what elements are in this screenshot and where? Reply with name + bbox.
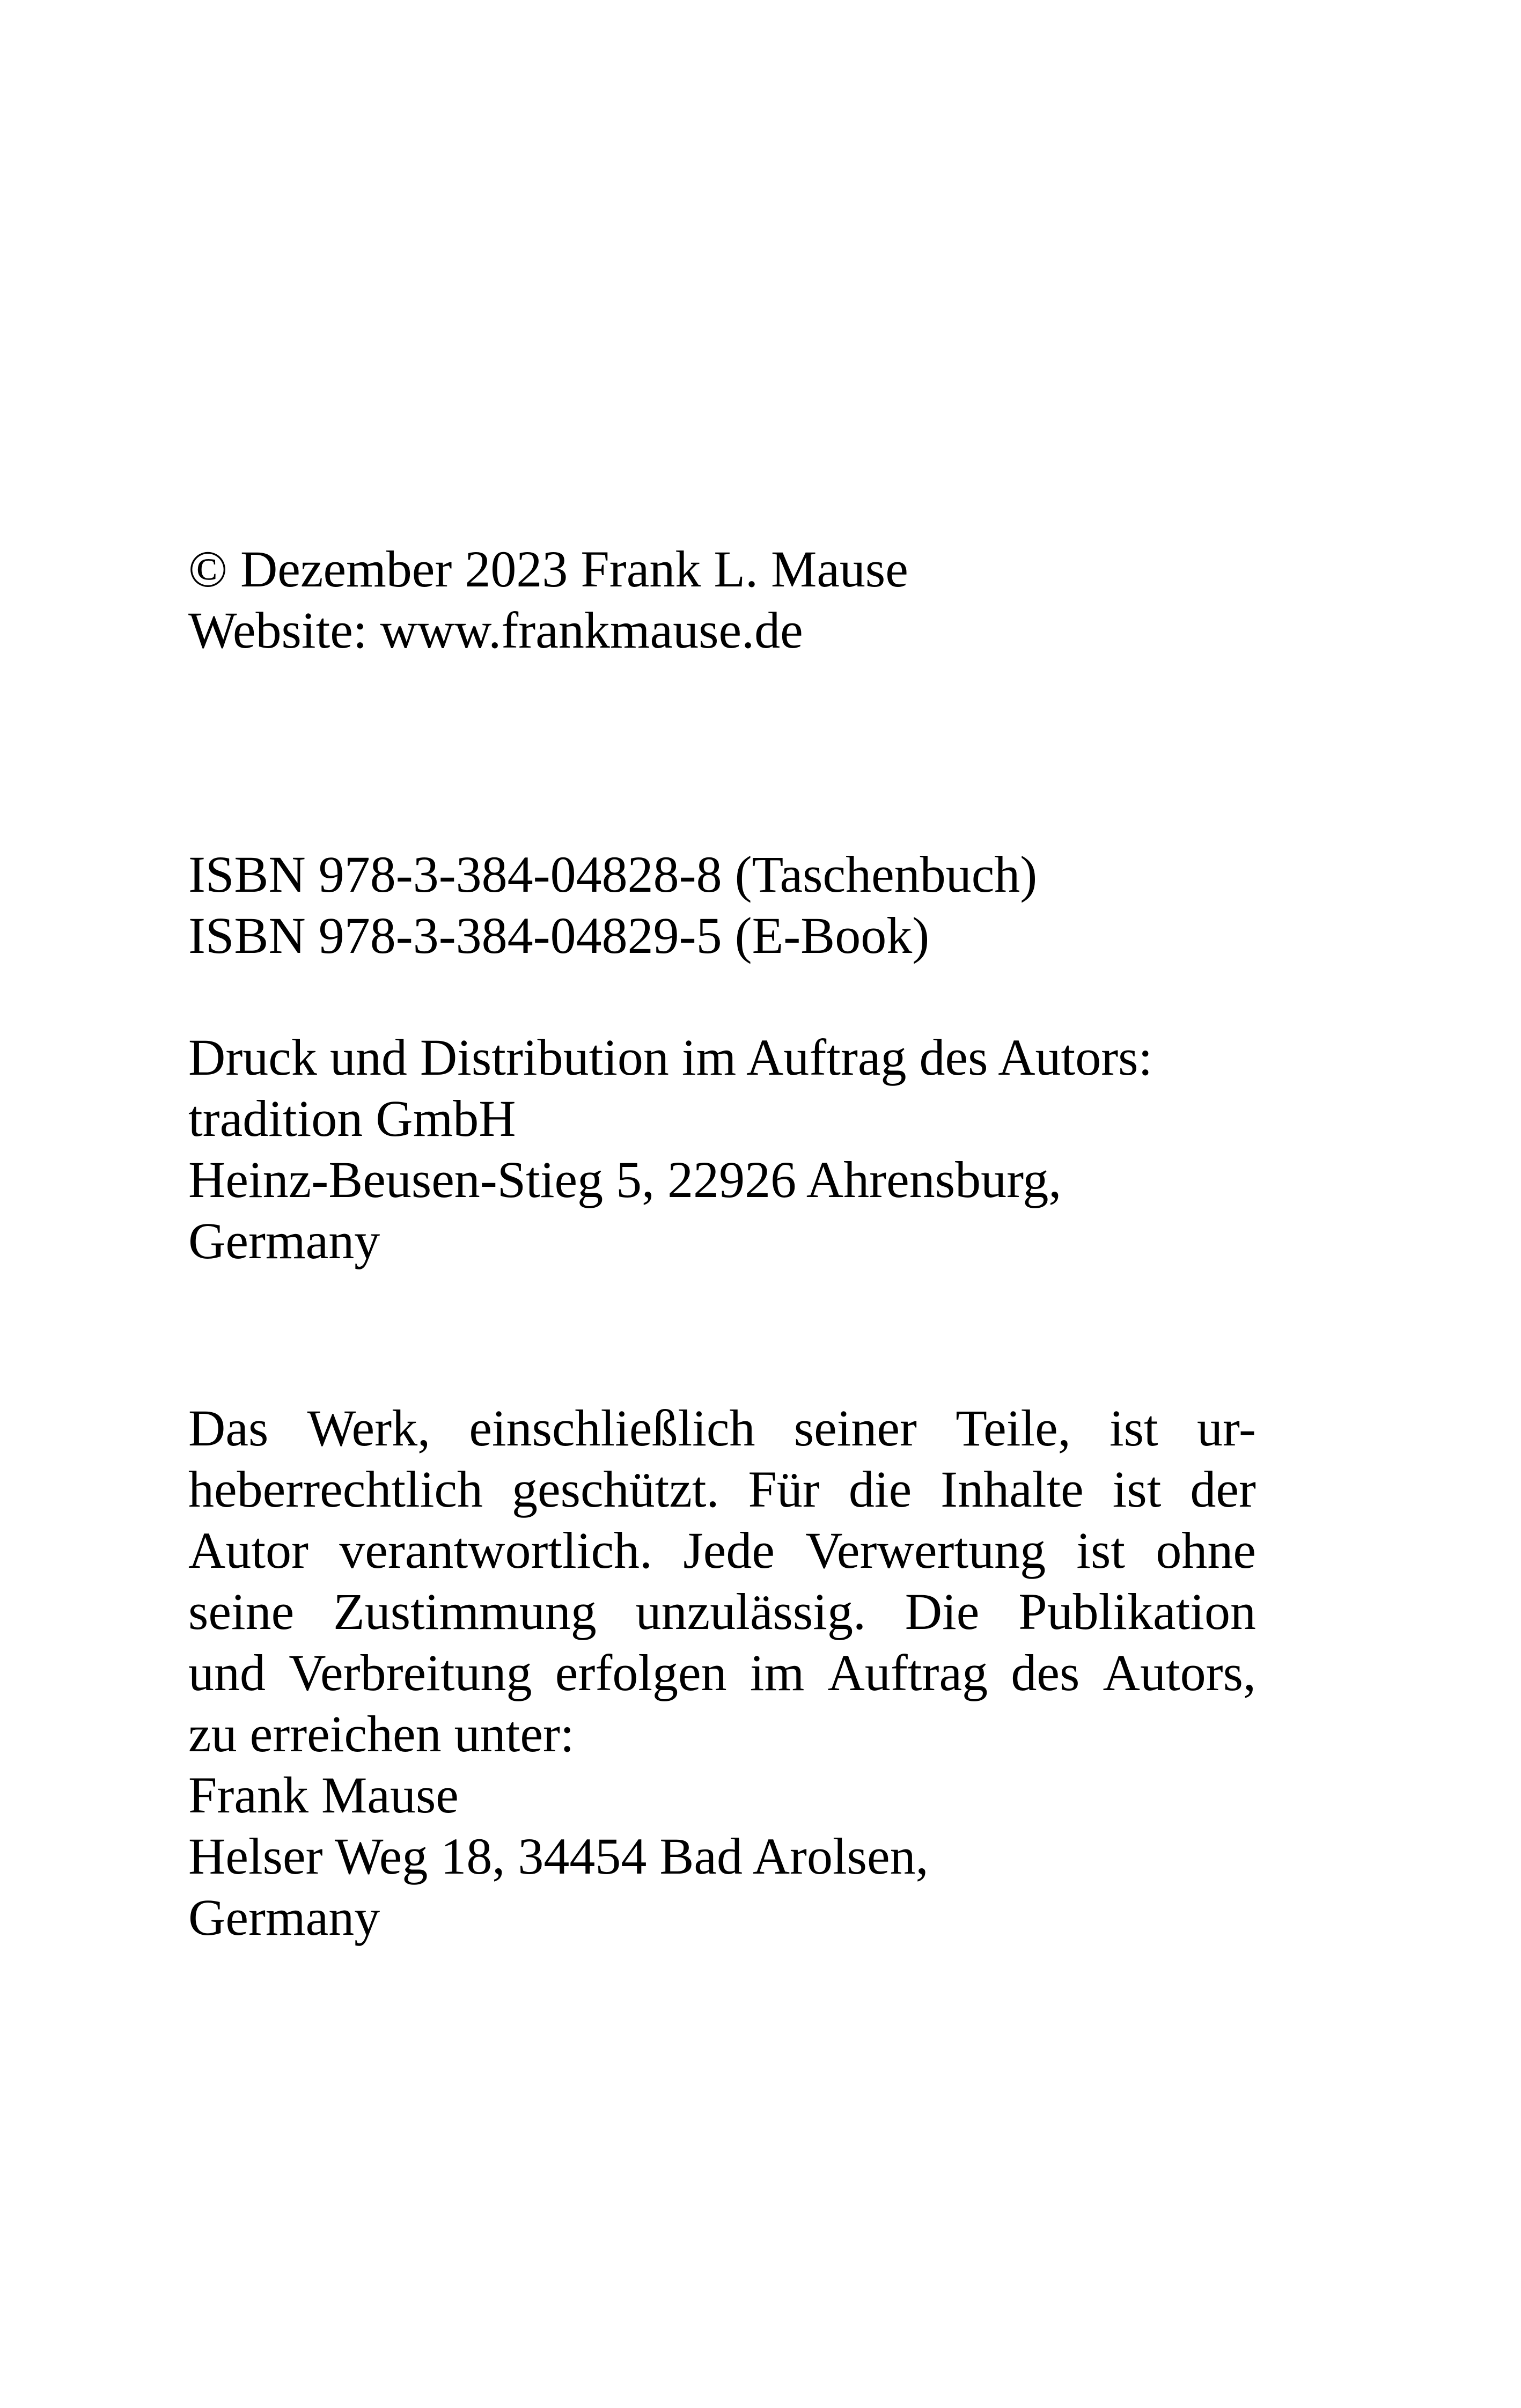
printing-section <box>188 1027 1256 1272</box>
isbn-paperback: ISBN 978-3-384-04828-8 (Taschenbuch) <box>188 846 1038 903</box>
isbn-section <box>188 844 1256 966</box>
legal-text-line: seine Zustimmung unzulässig. Die Publikation <box>188 1583 1256 1640</box>
printing-company: tradition GmbH <box>188 1090 516 1147</box>
legal-text-line: und Verbreitung erfolgen im Auftrag des Autors, <box>188 1644 1256 1701</box>
legal-text-line: Autor verantwortlich. Jede Verwertung ist ohne <box>188 1522 1256 1579</box>
printing-country: Germany <box>188 1212 380 1269</box>
contact-name: Frank Mause <box>188 1766 459 1824</box>
printing-heading: Druck und Distribution im Auftrag des Autors: <box>188 1029 1153 1086</box>
contact-address: Helser Weg 18, 34454 Bad Arolsen, <box>188 1827 929 1885</box>
website-line: Website: www.frankmause.de <box>188 601 803 659</box>
contact-country: Germany <box>188 1889 380 1946</box>
legal-text-line: Das Werk, einschließlich seiner Teile, ist ur- <box>188 1399 1256 1457</box>
printing-address: Heinz-Beusen-Stieg 5, 22926 Ahrensburg, <box>188 1151 1062 1208</box>
copyright-line: © Dezember 2023 Frank L. Mause <box>188 540 908 598</box>
legal-text-line: zu erreichen unter: <box>188 1705 575 1763</box>
copyright-section <box>188 539 1256 661</box>
legal-notice-section <box>188 1398 1256 1948</box>
legal-text-line: heberrechtlich geschützt. Für die Inhalte ist der <box>188 1460 1256 1518</box>
isbn-ebook: ISBN 978-3-384-04829-5 (E-Book) <box>188 907 930 964</box>
